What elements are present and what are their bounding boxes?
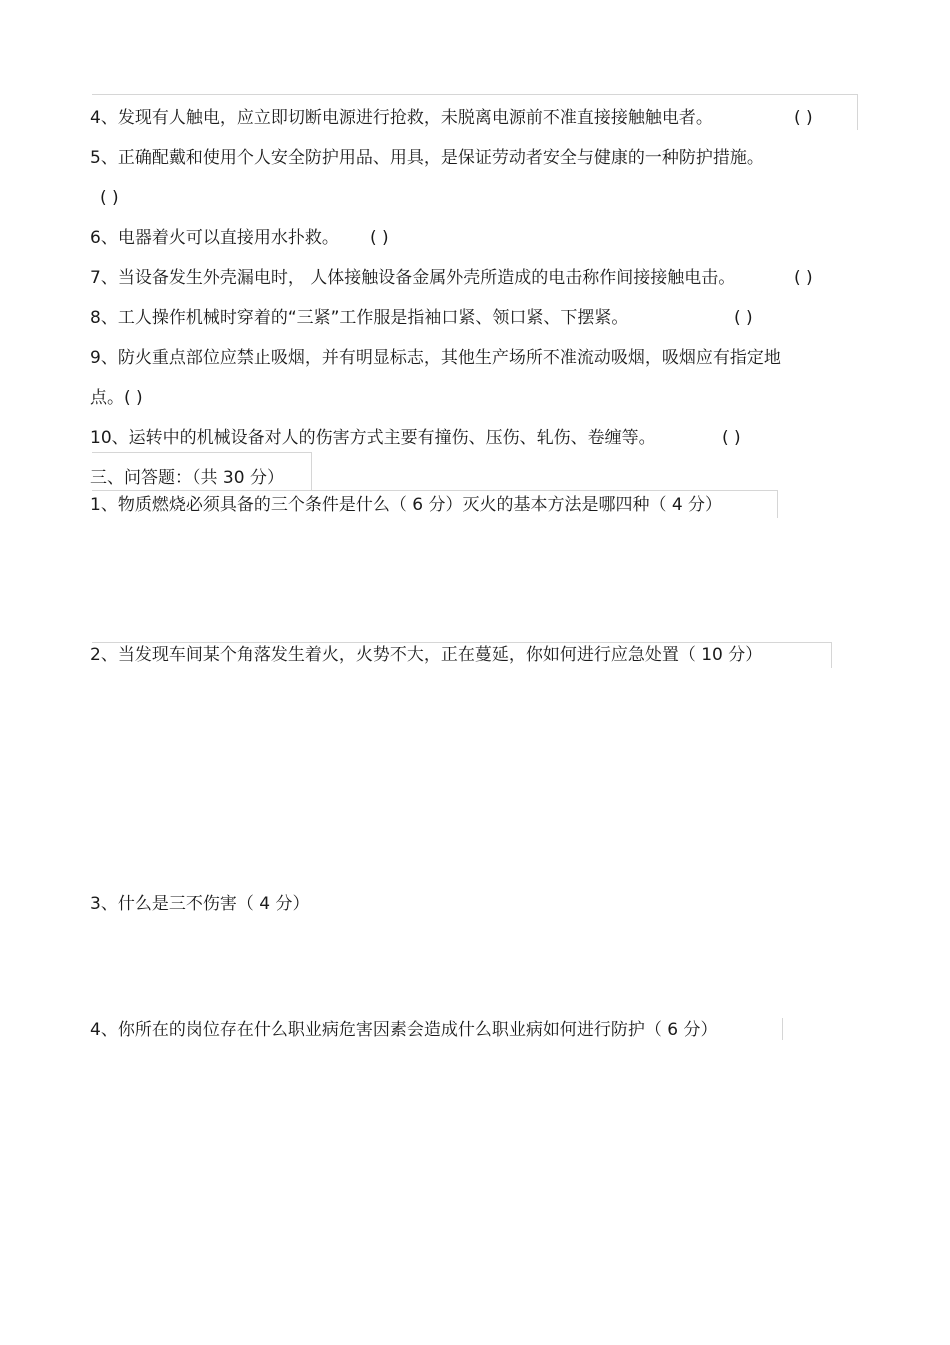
scan-border-q1-top xyxy=(92,490,778,491)
answer-blank-10[interactable]: ( ) xyxy=(722,428,741,448)
scan-border-top xyxy=(92,94,858,95)
scan-border-q4-right xyxy=(782,1018,783,1040)
scan-border-q1-right xyxy=(777,490,778,518)
answer-blank-6[interactable]: ( ) xyxy=(370,228,389,248)
question-10: 10、运转中的机械设备对人的伤害方式主要有撞伤、压伤、轧伤、卷缠等。 xyxy=(90,428,656,448)
answer-blank-7[interactable]: ( ) xyxy=(794,268,813,288)
section-title: 三、问答题：（共 30 分） xyxy=(90,468,284,488)
question-9: 9、防火重点部位应禁止吸烟，并有明显标志，其他生产场所不准流动吸烟，吸烟应有指定地 xyxy=(90,348,781,368)
scan-border-right xyxy=(857,94,858,130)
question-5: 5、正确配戴和使用个人安全防护用品、用具，是保证劳动者安全与健康的一种防护措施。 xyxy=(90,148,764,168)
question-4: 4、发现有人触电，应立即切断电源进行抢救，未脱离电源前不准直接接触触电者。 xyxy=(90,108,713,128)
question-9-continued: 点。( ) xyxy=(90,388,143,408)
question-8: 8、工人操作机械时穿着的“三紧”工作服是指袖口紧、领口紧、下摆紧。 xyxy=(90,308,629,328)
scan-border-section-right xyxy=(311,452,312,490)
answer-blank-4[interactable]: ( ) xyxy=(794,108,813,128)
answer-blank-8[interactable]: ( ) xyxy=(734,308,753,328)
essay-question-4: 4、你所在的岗位存在什么职业病危害因素会造成什么职业病如何进行防护（ 6 分） xyxy=(90,1020,718,1040)
question-6: 6、电器着火可以直接用水扑救。 xyxy=(90,228,339,248)
scan-border-section xyxy=(92,452,312,453)
scan-border-q2-right xyxy=(831,642,832,668)
question-7: 7、当设备发生外壳漏电时， 人体接触设备金属外壳所造成的电击称作间接接触电击。 xyxy=(90,268,736,288)
answer-blank-5[interactable]: ( ) xyxy=(100,188,119,208)
essay-question-3: 3、什么是三不伤害（ 4 分） xyxy=(90,894,310,914)
essay-question-1: 1、物质燃烧必须具备的三个条件是什么（ 6 分）灭火的基本方法是哪四种（ 4 分） xyxy=(90,495,723,515)
essay-question-2: 2、当发现车间某个角落发生着火，火势不大，正在蔓延，你如何进行应急处置（ 10 分） xyxy=(90,645,763,665)
scan-border-q2-top xyxy=(92,642,832,643)
